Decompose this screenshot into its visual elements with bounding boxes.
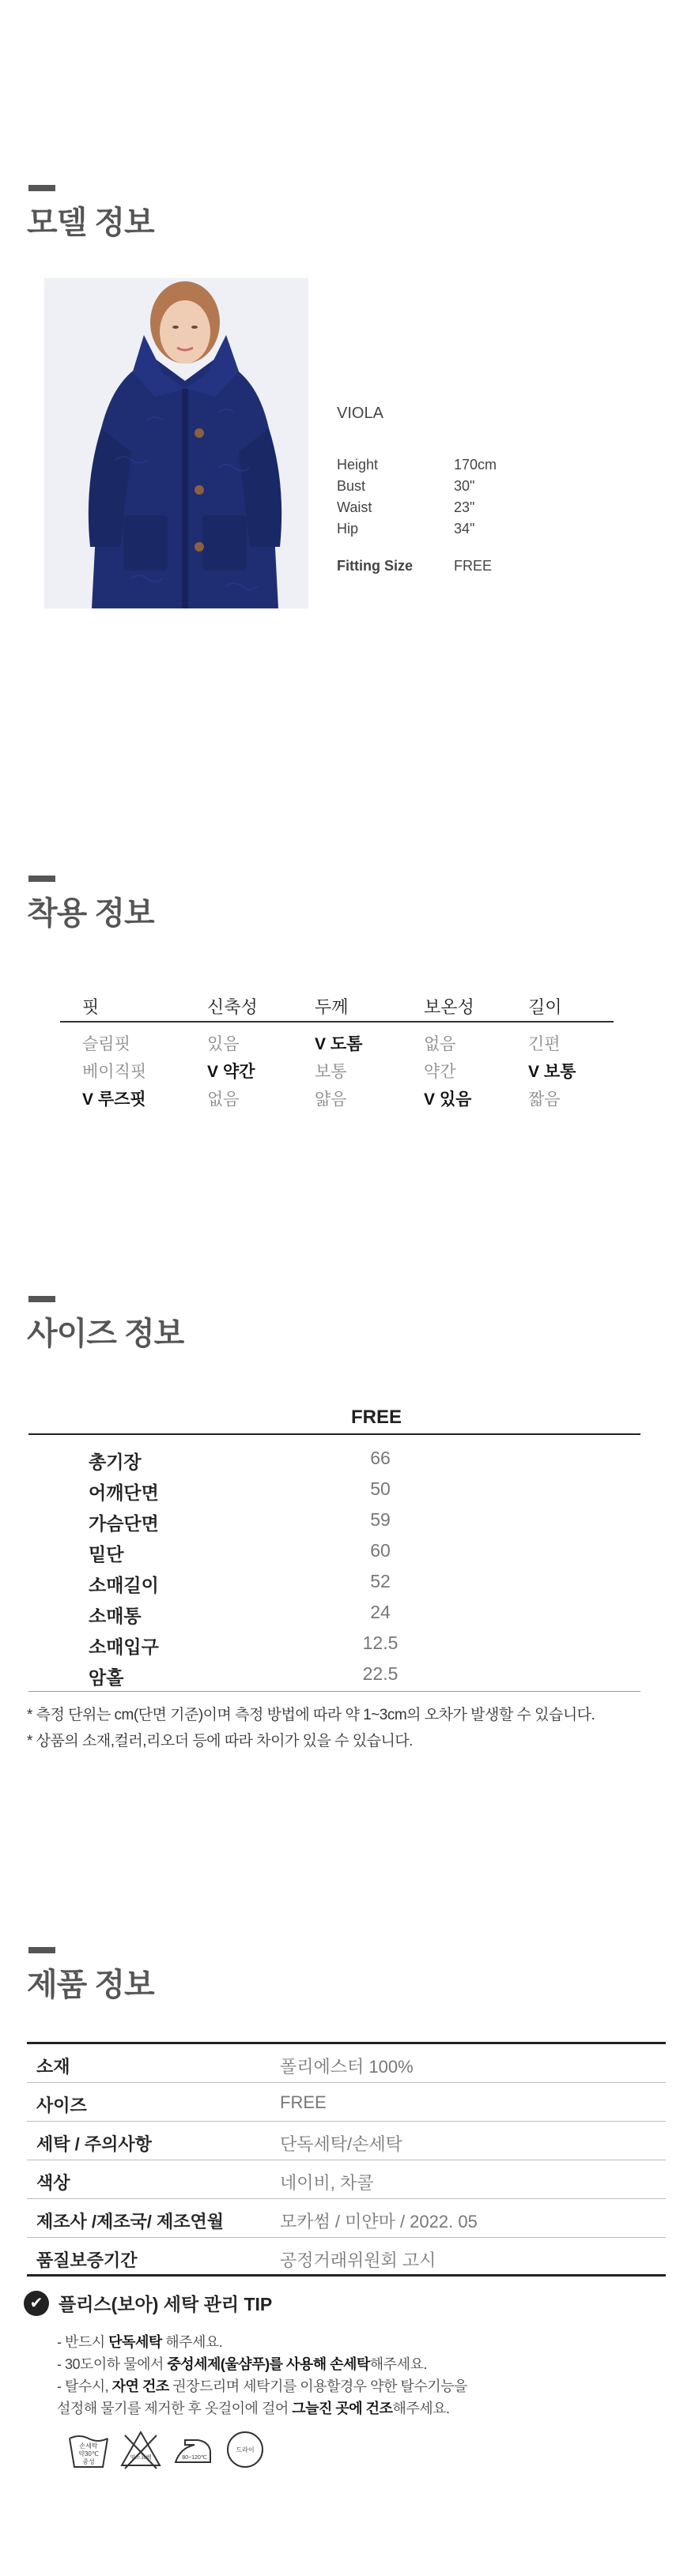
model-section-title: 모델 정보	[27, 205, 154, 240]
size-value: 59	[370, 1509, 391, 1530]
product-value: 모카썸 / 미얀마 / 2022. 05	[280, 2212, 478, 2231]
hand-wash-icon	[66, 2427, 111, 2472]
size-label: 암홀	[89, 1667, 124, 1688]
fit-cell: 짧음	[528, 1090, 561, 1109]
size-value: 22.5	[362, 1663, 399, 1684]
size-value: 24	[370, 1602, 391, 1622]
fit-cell: 긴편	[528, 1035, 561, 1053]
size-table-header	[28, 1403, 640, 1435]
product-key: 색상	[36, 2173, 70, 2193]
divider	[28, 1691, 640, 1692]
fit-column	[191, 1030, 302, 1113]
care-icons	[66, 2427, 267, 2472]
size-column-label: FREE	[351, 1407, 402, 1428]
tip-text: 권장드리며 세탁기를 이용할경우 약한 탈수기능을	[168, 2378, 467, 2394]
size-row	[28, 1566, 640, 1597]
fit-column	[411, 1030, 519, 1113]
fit-cell: 약간	[424, 1063, 456, 1081]
size-notes	[27, 1702, 595, 1754]
checkmark-icon: ✔	[24, 2291, 49, 2316]
product-key: 사이즈	[36, 2096, 87, 2115]
stat-row	[337, 478, 542, 499]
stat-label: Height	[337, 457, 379, 473]
size-row	[28, 1597, 640, 1628]
size-value: 50	[370, 1478, 391, 1499]
stat-label: Waist	[337, 499, 372, 515]
fit-cell-selected: V 루즈핏	[82, 1090, 146, 1109]
stat-label: Bust	[337, 478, 366, 494]
wash-label: 손세탁	[79, 2442, 98, 2450]
fit-column	[519, 1030, 598, 1113]
size-row	[28, 1505, 640, 1535]
size-label: 밑단	[89, 1544, 124, 1565]
size-value: 12.5	[362, 1633, 399, 1653]
fitting-size-label: Fitting Size	[337, 558, 413, 574]
wash-label: 중성	[82, 2458, 95, 2465]
stat-value: 34"	[454, 521, 475, 537]
care-tip-line	[57, 2375, 467, 2397]
fitting-size-value: FREE	[454, 558, 493, 574]
size-value: 52	[370, 1571, 391, 1591]
product-row	[27, 2044, 666, 2083]
stat-value: 23"	[454, 499, 475, 515]
size-value: 60	[370, 1540, 391, 1561]
product-key: 제조사 /제조국/ 제조연월	[36, 2212, 224, 2231]
fit-cell: 있음	[207, 1035, 240, 1053]
fit-section-title: 착용 정보	[27, 896, 154, 931]
fit-header-cell: 보온성	[424, 997, 474, 1017]
tip-emphasis: 단독세탁	[108, 2334, 162, 2350]
fit-header-cell: 길이	[528, 997, 562, 1017]
product-row	[27, 2199, 666, 2238]
product-row	[27, 2160, 666, 2199]
care-tip-line	[57, 2331, 467, 2353]
product-value: 공정거래위원회 고시	[280, 2250, 436, 2270]
product-key: 품질보증기간	[36, 2250, 138, 2270]
size-row	[28, 1443, 640, 1474]
tip-text: - 탈수시,	[57, 2378, 112, 2394]
care-tip-line	[57, 2353, 467, 2375]
model-name: VIOLA	[337, 405, 383, 422]
size-label: 소매입구	[89, 1636, 159, 1657]
care-tip-list	[57, 2331, 467, 2420]
tip-text: 해주세요.	[392, 2401, 450, 2416]
fit-cell-selected: V 보통	[528, 1063, 576, 1081]
tip-text: 해주세요.	[369, 2356, 427, 2372]
product-value: 단독세탁/손세탁	[280, 2134, 402, 2154]
tip-text: 해주세요.	[161, 2334, 223, 2350]
no-bleach-icon	[119, 2427, 163, 2472]
tip-emphasis: 중성세제(울샴푸)를 사용해	[167, 2356, 331, 2372]
stat-row	[337, 521, 542, 542]
fitting-size-row	[337, 558, 542, 574]
size-section-title: 사이즈 정보	[27, 1316, 184, 1351]
fit-cell: 얇음	[315, 1090, 347, 1109]
tip-emphasis: 손세탁	[330, 2356, 370, 2372]
stat-row	[337, 499, 542, 521]
fit-column	[60, 1030, 191, 1113]
product-row	[27, 2083, 666, 2122]
fit-header-cell: 핏	[82, 997, 100, 1017]
fit-table	[60, 989, 614, 1113]
product-row	[27, 2238, 666, 2277]
tip-text: - 30도이하 물에서	[57, 2356, 168, 2372]
fit-cell: 베이직핏	[82, 1063, 147, 1081]
dry-clean-icon	[223, 2427, 267, 2472]
section-bar	[28, 1947, 55, 1953]
product-value: FREE	[280, 2092, 327, 2112]
stat-value: 170cm	[454, 457, 497, 473]
iron-label: 80~120℃	[182, 2455, 207, 2461]
size-row	[28, 1535, 640, 1566]
stat-row	[337, 457, 542, 478]
model-stats	[337, 457, 542, 574]
size-note: * 상품의 소재,컬러,리오더 등에 따라 차이가 있을 수 있습니다.	[27, 1733, 413, 1749]
tip-text: - 반드시	[57, 2334, 109, 2350]
size-table	[28, 1443, 640, 1689]
size-row	[28, 1628, 640, 1659]
product-key: 소재	[36, 2057, 70, 2077]
tip-emphasis: 그늘진 곳에 건조	[292, 2401, 393, 2416]
fit-cell: 슬림핏	[82, 1035, 130, 1053]
care-tip-line	[57, 2397, 467, 2420]
stat-value: 30"	[454, 478, 475, 494]
fit-cell: 없음	[424, 1035, 456, 1053]
bleach-label: 염소표백	[130, 2455, 152, 2461]
fit-table-body	[60, 1022, 614, 1113]
dry-label: 드라이	[236, 2446, 255, 2454]
fit-cell-selected: V 약간	[207, 1063, 255, 1081]
fit-cell: 보통	[315, 1063, 347, 1081]
product-value: 폴리에스터 100%	[280, 2057, 414, 2077]
size-label: 가슴단면	[89, 1513, 159, 1534]
iron-icon	[171, 2427, 215, 2472]
product-key: 세탁 / 주의사항	[36, 2134, 152, 2154]
tip-text: 설정해 물기를 제거한 후 옷걸이에 걸어	[57, 2401, 293, 2416]
size-label: 총기장	[89, 1452, 142, 1472]
fit-cell-selected: V 도톰	[315, 1035, 363, 1053]
wash-label: 약30℃	[78, 2450, 99, 2457]
size-label: 소매통	[89, 1606, 142, 1626]
fit-column	[302, 1030, 411, 1113]
care-tip-title	[24, 2290, 272, 2316]
product-table	[27, 2042, 666, 2277]
stat-label: Hip	[337, 521, 359, 537]
model-photo	[44, 278, 308, 608]
size-row	[28, 1474, 640, 1505]
section-bar	[28, 1296, 55, 1302]
size-row	[28, 1659, 640, 1689]
product-section-title: 제품 정보	[27, 1968, 154, 2002]
fit-cell-selected: V 있음	[424, 1090, 472, 1109]
tip-emphasis: 자연 건조	[111, 2378, 169, 2394]
product-row	[27, 2122, 666, 2160]
size-note: * 측정 단위는 cm(단면 기준)이며 측정 방법에 따라 약 1~3cm의 오차가 발생할 수 있습니다.	[27, 1707, 595, 1723]
fit-table-header	[60, 989, 614, 1022]
fit-cell: 없음	[207, 1090, 240, 1109]
fit-header-cell: 두께	[315, 997, 349, 1017]
section-bar	[28, 876, 55, 882]
size-value: 66	[370, 1448, 391, 1468]
product-value: 네이비, 차콜	[280, 2173, 374, 2193]
care-tip-title-text: 플리스(보아) 세탁 관리 TIP	[59, 2294, 273, 2314]
section-bar	[28, 185, 55, 191]
size-label: 소매길이	[89, 1575, 159, 1595]
fit-header-cell: 신축성	[207, 997, 258, 1017]
model-illustration	[44, 278, 308, 608]
size-label: 어깨단면	[89, 1482, 159, 1503]
